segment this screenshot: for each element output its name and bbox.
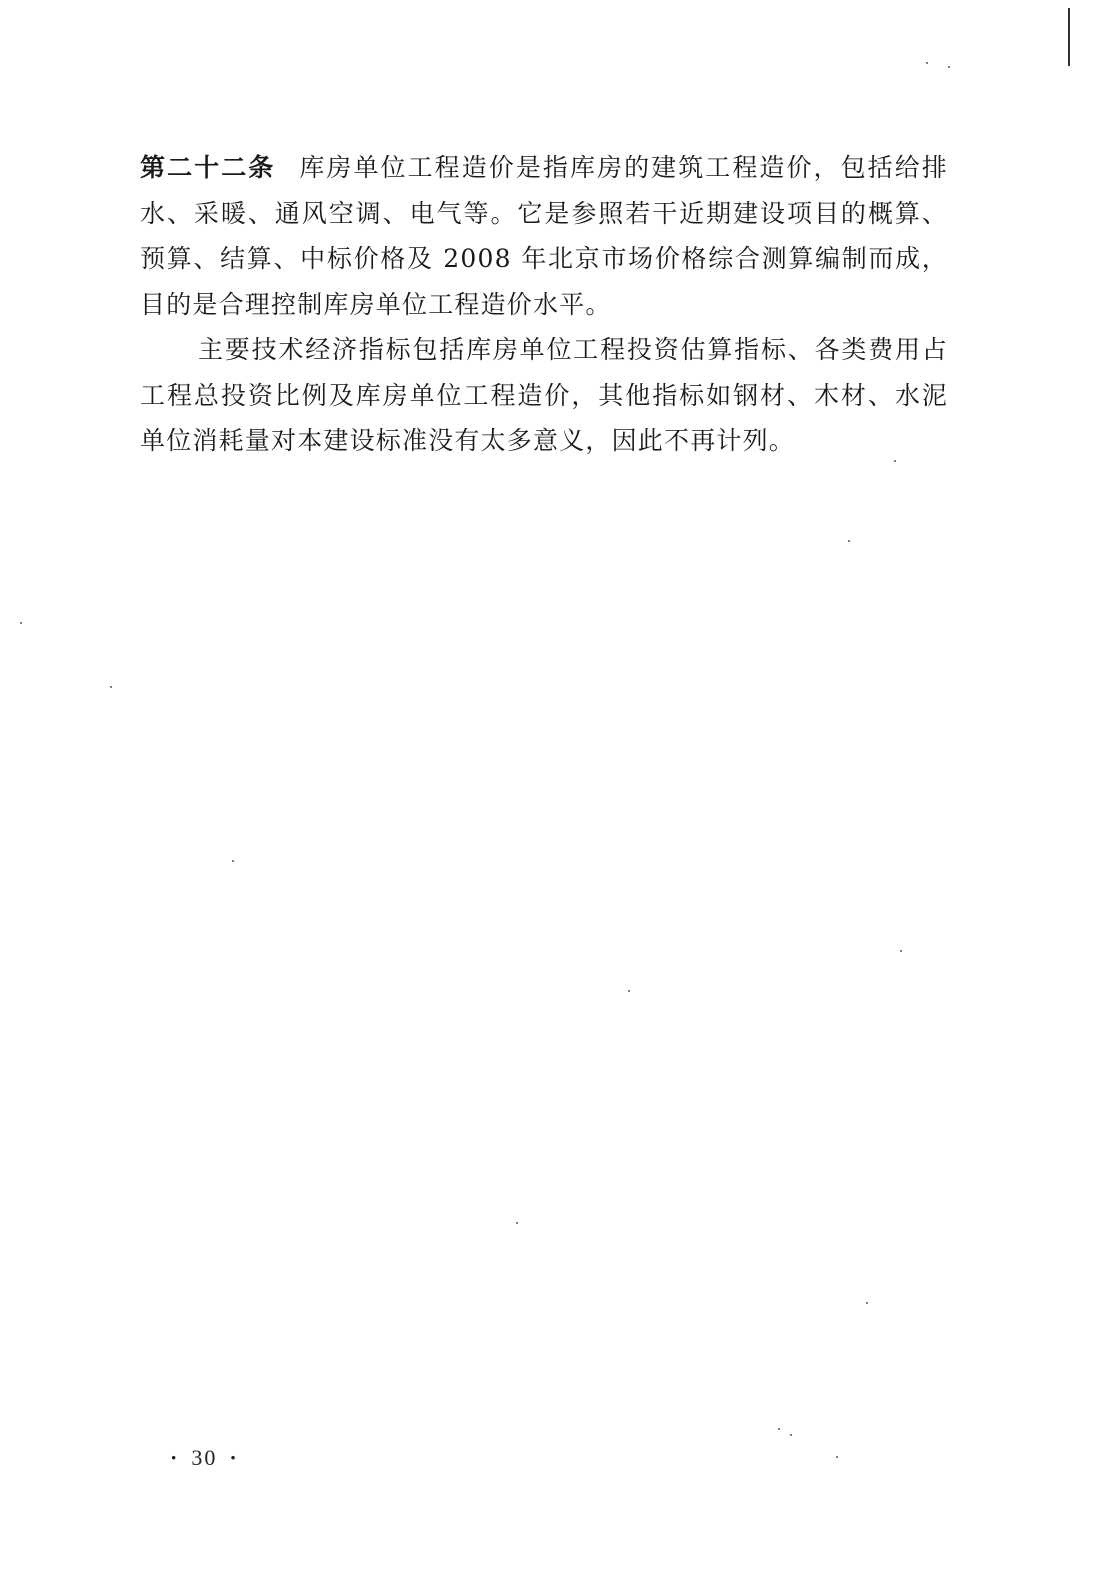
bullet-dot-icon: · xyxy=(229,1445,239,1470)
paragraph-article-22 xyxy=(140,145,948,327)
page-number: 30 xyxy=(191,1445,218,1470)
scan-speck xyxy=(628,990,630,992)
scan-speck xyxy=(900,950,902,952)
scan-speck xyxy=(20,622,22,624)
scan-speck xyxy=(232,860,234,862)
scan-edge-mark xyxy=(1068,8,1070,66)
scan-speck xyxy=(894,460,896,462)
bullet-dot-icon: · xyxy=(170,1445,180,1470)
scan-speck xyxy=(926,62,928,64)
scan-speck xyxy=(110,686,112,688)
paragraph-indicators: 主要技术经济指标包括库房单位工程投资估算指标、各类费用占工程总投资比例及库房单位工程造价，其他指标如钢材、木材、水泥单位消耗量对本建设标准没有太多意义，因此不再计列。 xyxy=(140,335,948,455)
article-heading: 第二十二条 xyxy=(140,153,276,182)
scan-speck xyxy=(778,1428,780,1430)
body-text xyxy=(140,145,948,464)
scan-speck xyxy=(790,1434,792,1436)
scan-speck xyxy=(948,66,950,68)
scan-speck xyxy=(848,540,850,542)
page-footer xyxy=(158,1445,251,1471)
paragraph-1-text: 库房单位工程造价是指库房的建筑工程造价，包括给排水、采暖、通风空调、电气等。它是参照若干近期建设项目的概算、预算、结算、中标价格及 2008 年北京市场价格综合测算编制而成，目的是合理控制库房单位工程造价水平。 xyxy=(140,153,948,319)
scan-speck xyxy=(516,1222,518,1224)
scan-speck xyxy=(836,1456,838,1458)
scan-speck xyxy=(866,1302,868,1304)
